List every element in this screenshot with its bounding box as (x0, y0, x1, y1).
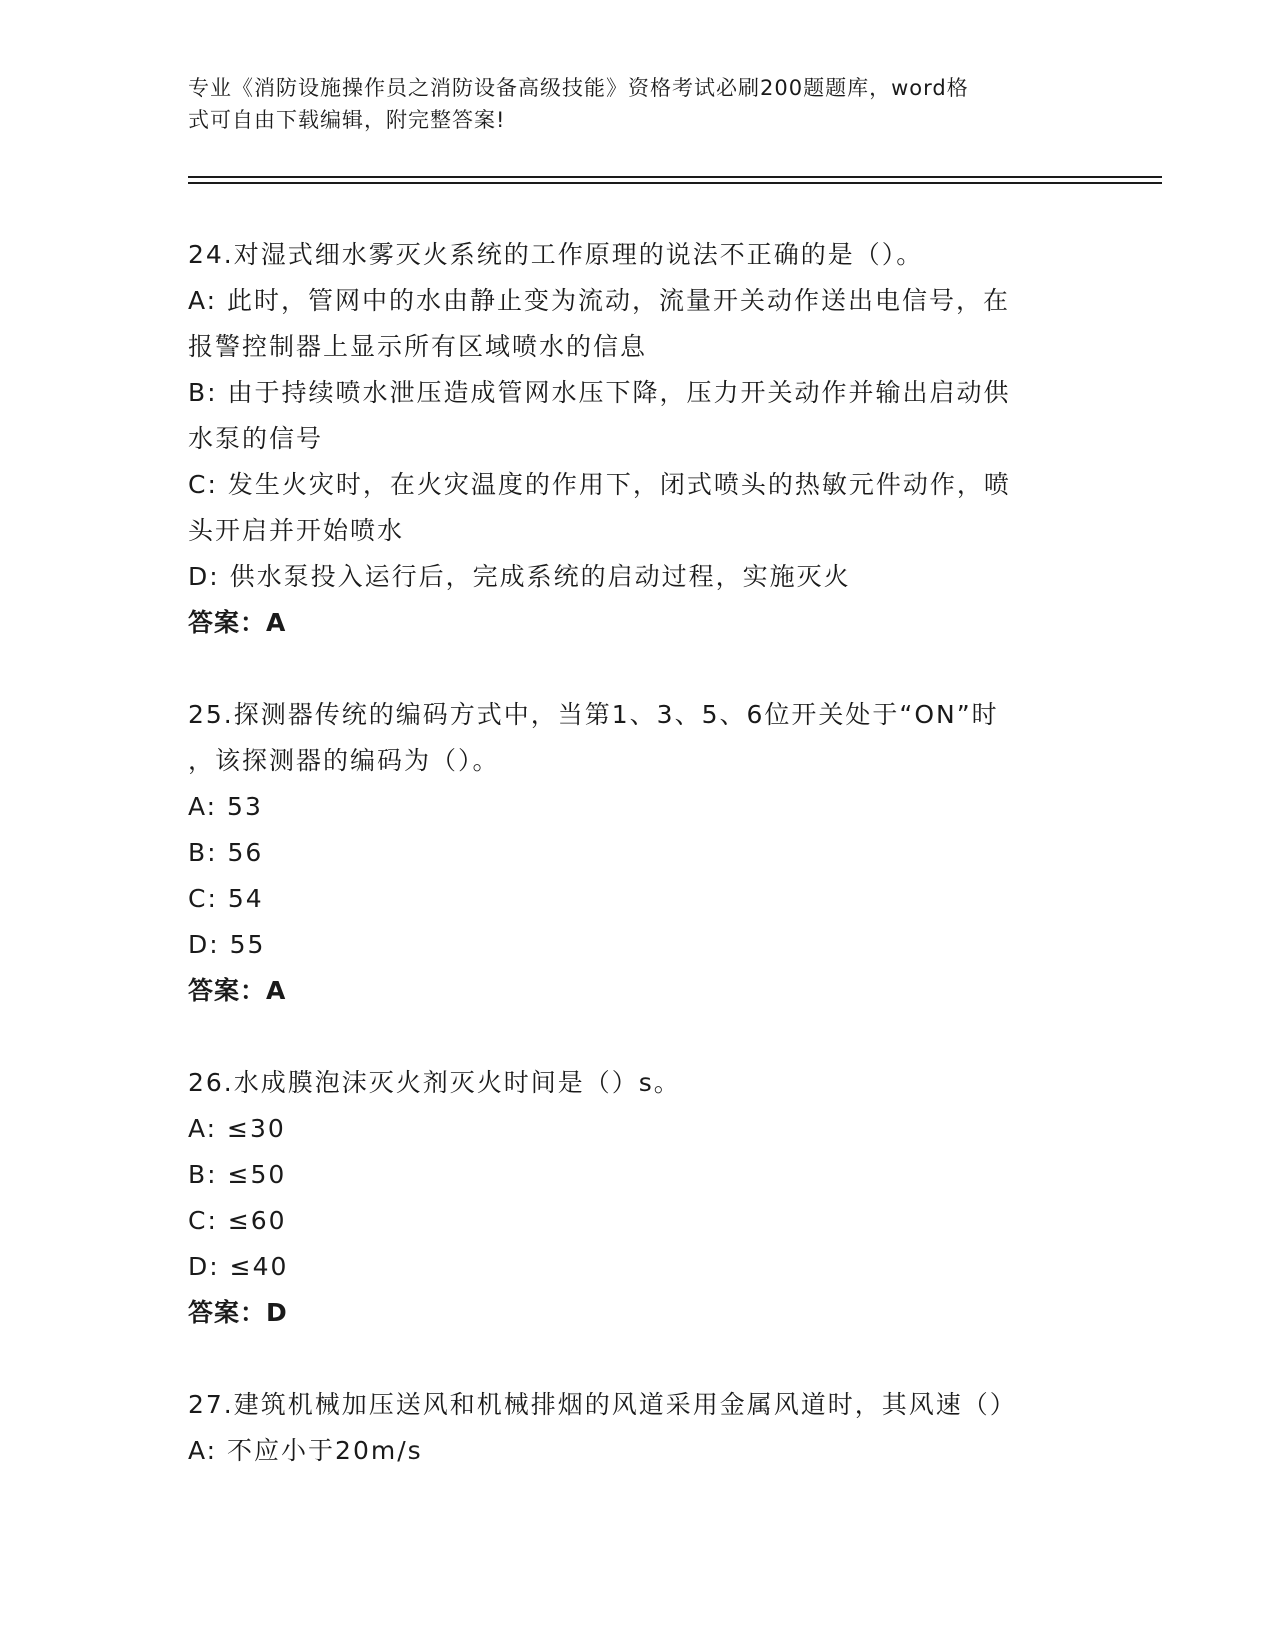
option-line: 报警控制器上显示所有区域喷水的信息 (188, 332, 648, 361)
question-stem: 26.水成膜泡沫灭火剂灭火时间是（）s。 (188, 1068, 681, 1097)
question-block (188, 1060, 1088, 1336)
question-stem: 24.对湿式细水雾灭火系统的工作原理的说法不正确的是（）。 (188, 240, 924, 269)
header-divider-top (188, 176, 1162, 178)
question-stem: 27.建筑机械加压送风和机械排烟的风道采用金属风道时，其风速（） (188, 1390, 1017, 1419)
option-line: A: 53 (188, 792, 263, 821)
option-line: C: 发生火灾时，在火灾温度的作用下，闭式喷头的热敏元件动作，喷 (188, 470, 1011, 499)
answer-line: 答案：A (188, 608, 287, 637)
option-line: B: 56 (188, 838, 264, 867)
question-list (188, 232, 1088, 1520)
option-line: A: ≤30 (188, 1114, 286, 1143)
option-line: 水泵的信号 (188, 424, 324, 453)
option-line: D: 55 (188, 930, 266, 959)
question-block (188, 1382, 1088, 1474)
header-divider-bottom (188, 182, 1162, 184)
option-line: B: ≤50 (188, 1160, 287, 1189)
option-line: C: ≤60 (188, 1206, 287, 1235)
header-line-2: 式可自由下载编辑，附完整答案! (188, 108, 506, 132)
header-line-1: 专业《消防设施操作员之消防设备高级技能》资格考试必刷200题题库，word格 (188, 76, 969, 100)
answer-line: 答案：D (188, 1298, 288, 1327)
option-line: B: 由于持续喷水泄压造成管网水压下降，压力开关动作并输出启动供 (188, 378, 1011, 407)
answer-line: 答案：A (188, 976, 287, 1005)
question-stem: 25.探测器传统的编码方式中，当第1、3、5、6位开关处于“ON”时 (188, 700, 999, 729)
option-line: C: 54 (188, 884, 264, 913)
question-block (188, 232, 1088, 646)
document-header (188, 72, 1088, 136)
question-stem: ，该探测器的编码为（）。 (188, 746, 500, 775)
question-block (188, 692, 1088, 1014)
option-line: 头开启并开始喷水 (188, 516, 405, 545)
option-line: A: 不应小于20m/s (188, 1436, 423, 1465)
option-line: A: 此时，管网中的水由静止变为流动，流量开关动作送出电信号，在 (188, 286, 1011, 315)
option-line: D: 供水泵投入运行后，完成系统的启动过程，实施灭火 (188, 562, 851, 591)
option-line: D: ≤40 (188, 1252, 289, 1281)
